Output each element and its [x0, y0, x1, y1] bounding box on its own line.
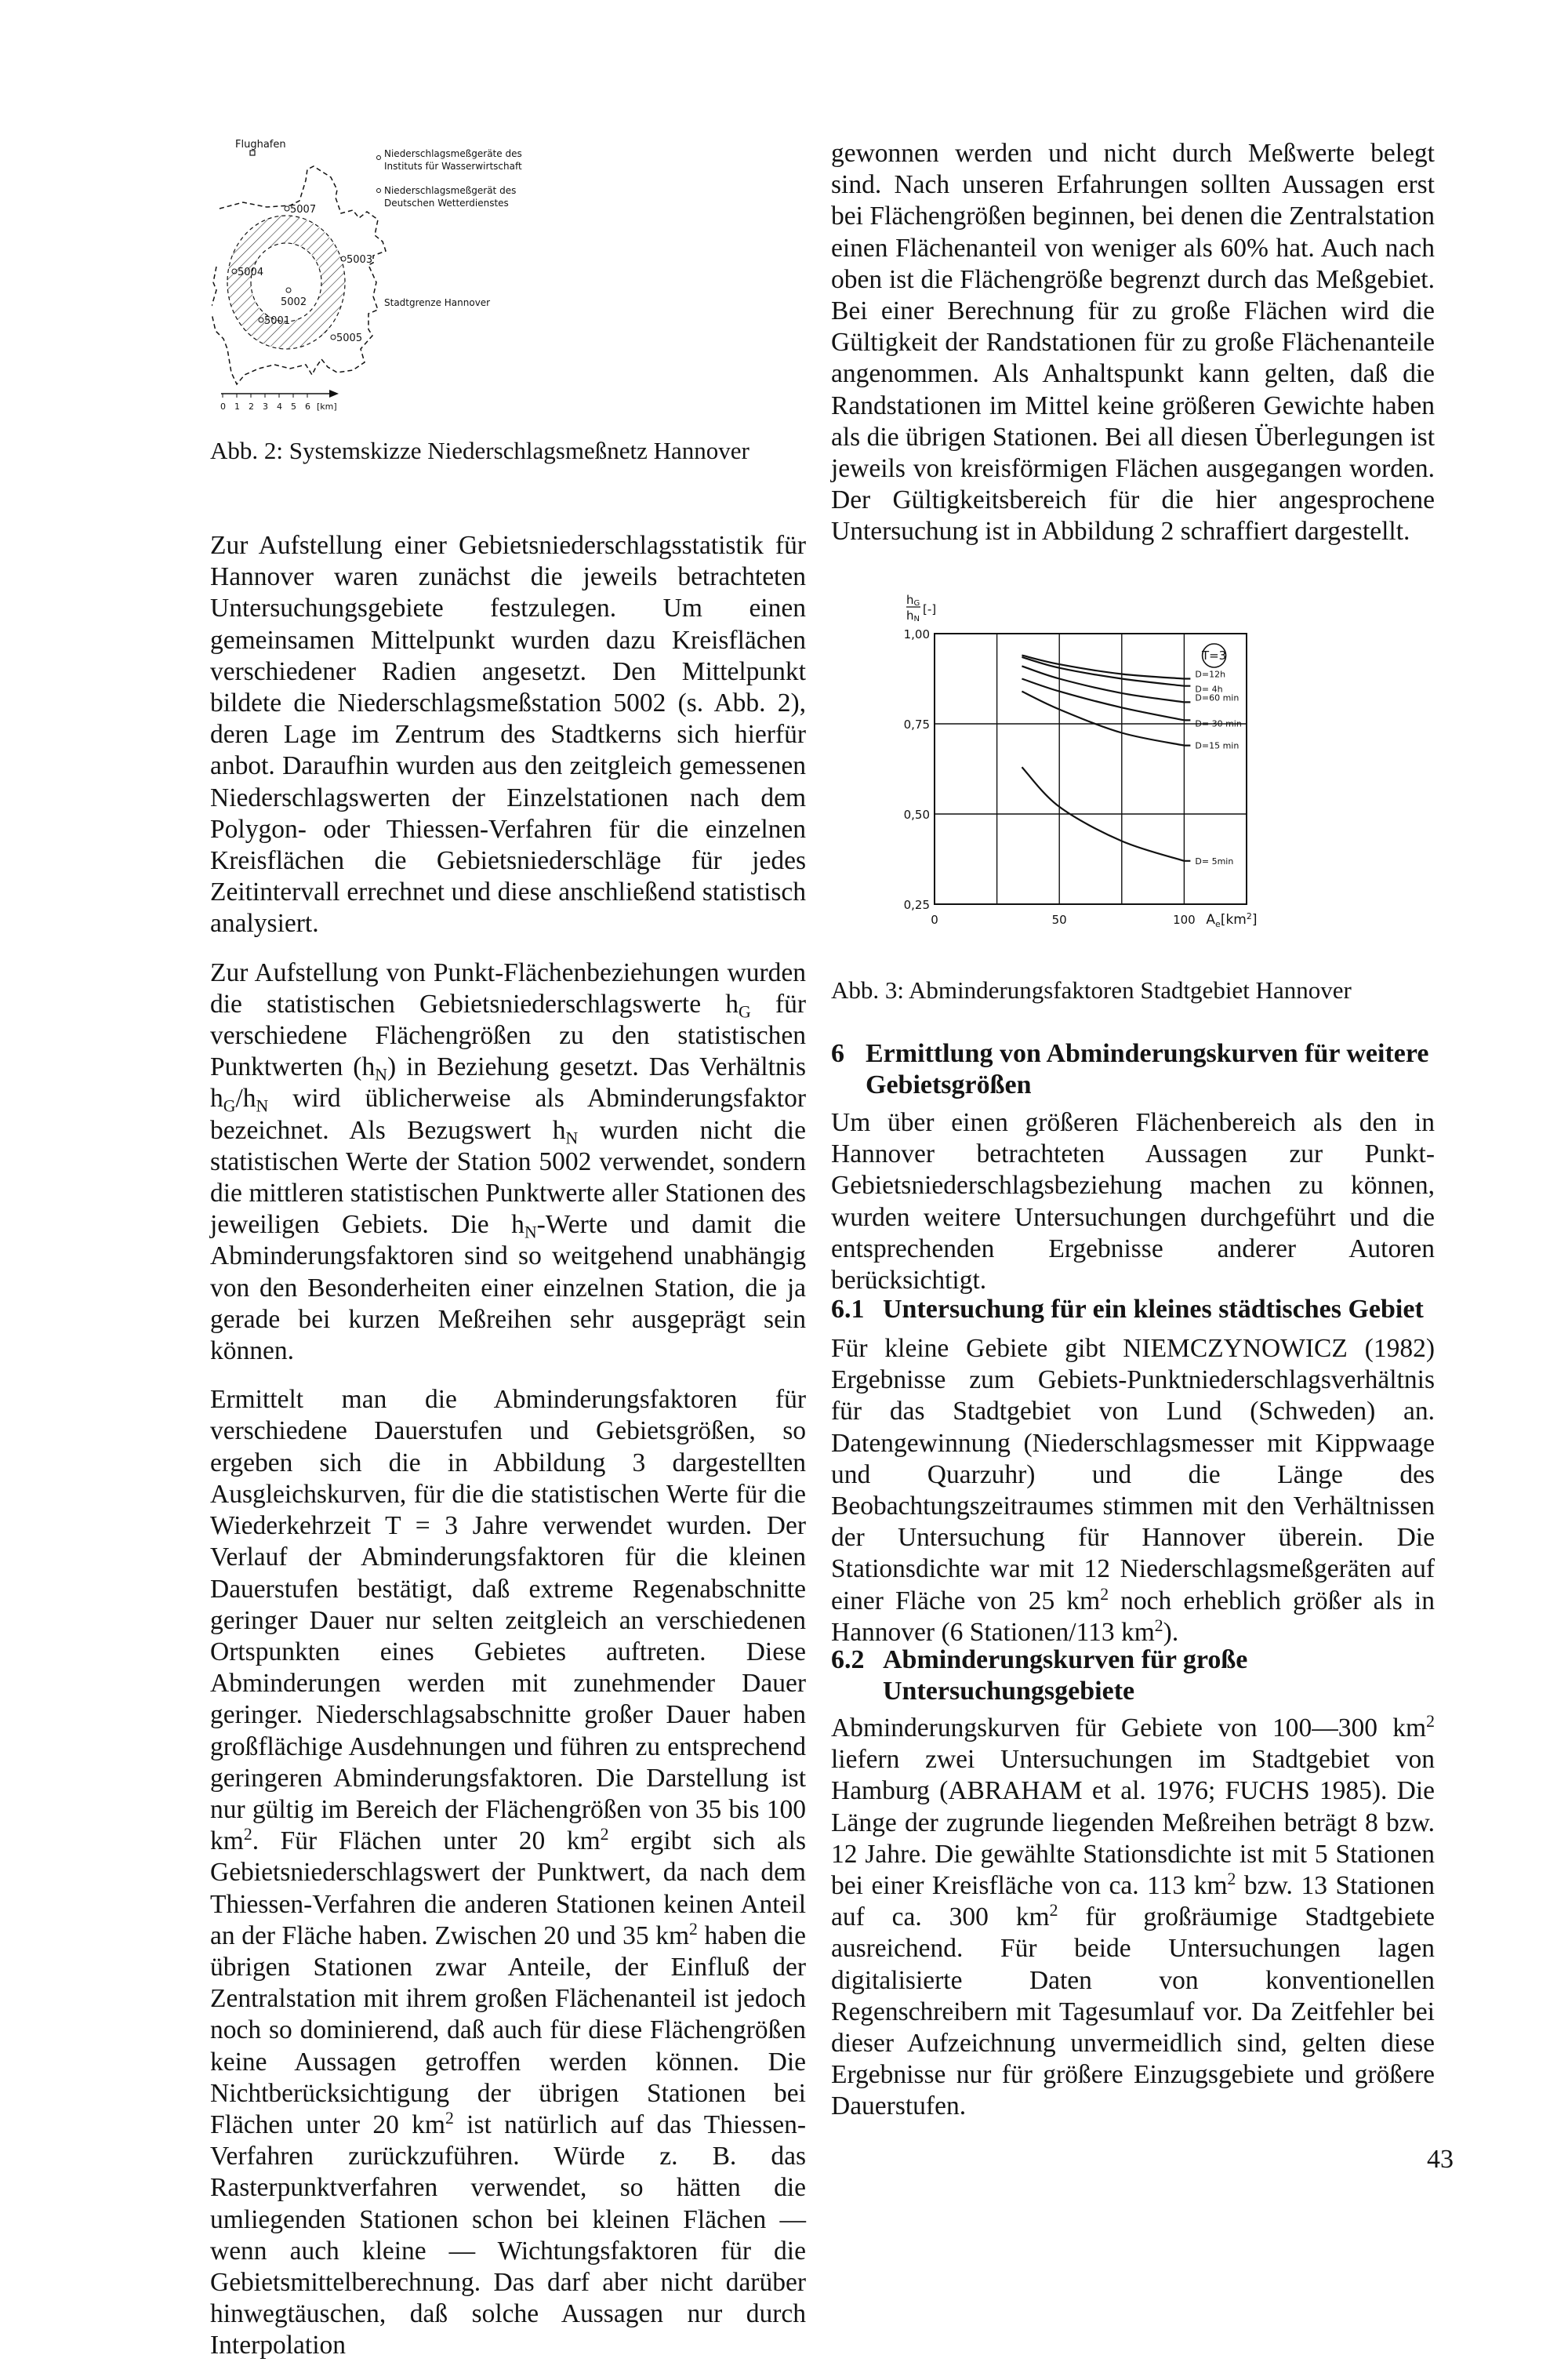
y-tick-label: 0,75 — [903, 718, 930, 732]
svg-text:5005: 5005 — [336, 332, 363, 344]
scale-unit: [km] — [317, 402, 337, 412]
x-axis-ticks — [931, 913, 1195, 927]
scale-tick-label: 3 — [263, 402, 268, 412]
section-6-heading: 6 Ermittlung von Abminderungskurven für weitere Gebietsgrößen — [831, 1039, 1429, 1099]
section-6-2-body — [831, 1713, 1435, 2123]
figure-3-chart — [862, 588, 1348, 980]
x-tick-label: 0 — [931, 913, 938, 927]
scale-bar — [220, 390, 339, 412]
svg-text:Ae[km2]: $A_e[km^2]$ — [1206, 911, 1258, 929]
right-column-top — [831, 138, 1435, 548]
svg-text:[-]: [-] — [923, 602, 937, 616]
paragraph: Für kleine Gebiete gibt NIEMCZYNOWICZ (1982) Ergebnisse zum Gebiets-Punktniederschlagsverhältnis für das Stadtgebiet von Lund (Schweden) an. Datengewinnung (Niederschlagsmesser mit Kippwaage und Quarzuhr) und die Länge des Beobachtungszeitraumes stimmen mit den Verhältnissen der Untersuchung für Hannover überein. Die Stationsdichte war mit 12 Niederschlagsmeßgeräten auf einer Fläche von 25 $km^2$ noch erheblich größer als in Hannover (6 Stationen/113 $km^2$). — [831, 1334, 1435, 1647]
return-period-annotation — [1201, 644, 1226, 667]
y-axis-ticks — [904, 627, 930, 912]
legend-item-dwd — [377, 185, 517, 209]
svg-text:T=3: T=3 — [1201, 649, 1227, 663]
paragraph: Ermittelt man die Abminderungsfaktoren für verschiedene Dauerstufen und Gebietsgrößen, so ergeben sich die in Abbildung 3 dargestellten Ausgleichskurven, für die die statistischen Werte für die Wiederkehrzeit T = 3 Jahre verwendet wurden. Der Verlauf der Abminderungsfaktoren für die kleinen Dauerstufen bestätigt, daß extreme Regenabschnitte geringer Dauer nur selten zeitgleich an verschiedenen Ortspunkten eines Gebietes auftreten. Diese Abminderungen werden mit zunehmender Dauer geringer. Niederschlagsabschnitte großer Dauer haben großflächige Ausdehnungen und führen zu entsprechend geringeren Abminderungsfaktoren. Die Darstellung ist nur gültig im Bereich der Flächengrößen von 35 bis 100 $km^2$. Für Flächen unter 20 $km^2$ ergibt sich als Gebietsniederschlagswert der Punktwert, da nach dem Thiessen-Verfahren die anderen Stationen keinen Anteil an der Fläche haben. Zwischen 20 und 35 $km^2$ haben die übrigen Stationen zwar Anteile, der Einfluß der Zentralstation mit ihrem großen Flächenanteil ist jedoch noch so dominierend, daß auch für diese Flächengrößen keine Aussagen getroffen werden können. Die Nichtberücksichtigung der übrigen Stationen bei Flächen unter 20 $km^2$ ist natürlich auf das Thiessen-Verfahren zurückzuführen. Würde z. B. das Rasterpunktverfahren verwendet, so hätten die umliegenden Stationen schon bei kleinen Flächen — wenn auch kleine — Wichtungsfaktoren für die Gebietsmittelberechnung. Das darf aber nicht darüber hinwegtäuschen, daß solche Aussagen nur durch Interpolation — [210, 1385, 807, 2360]
series-label: D= 4h — [1195, 684, 1223, 695]
svg-text:5001: 5001 — [264, 315, 291, 327]
legend-item-iww — [377, 148, 522, 172]
paragraph: gewonnen werden und nicht durch Meßwerte belegt sind. Nach unseren Erfahrungen sollten Aussagen erst bei Flächengrößen beginnen, bei denen die Zentralstation einen Flächenanteil von weniger als 60% hat. Auch nach oben ist die Flächengröße begrenzt durch das Meßgebiet. Bei einer Berechnung für zu große Flächen wird die Gültigkeit der Randstationen für zu große Flächenanteile angenommen. Als Anhaltspunkt kann gelten, daß die Randstationen im Mittel keine größeren Gewichte haben als die übrigen Stationen. Bei all diesen Überlegungen ist jeweils von kreisförmigen Flächen ausgegangen worden. Der Gültigkeitsbereich für die hier angesprochene Untersuchung ist in Abbildung 2 schraffiert dargestellt. — [831, 139, 1435, 547]
airport-label: Flughafen — [235, 139, 286, 151]
scale-tick-label: 0 — [220, 402, 226, 412]
series-label: D=60 min — [1195, 692, 1240, 703]
chart-series — [1022, 656, 1190, 861]
section-6-body — [831, 1107, 1435, 1296]
validity-area-hatched — [227, 216, 345, 349]
svg-text:hG: hG — [906, 593, 920, 608]
figure-3-caption-text: Abminderungsfaktoren Stadtgebiet Hannover — [909, 976, 1352, 1004]
svg-text:Niederschlagsmeßgeräte des: Niederschlagsmeßgeräte des — [384, 148, 522, 159]
svg-text:5007: 5007 — [290, 204, 317, 216]
y-tick-label: 0,25 — [903, 898, 930, 912]
series-label: D=15 min — [1195, 740, 1240, 751]
section-6-2-heading: 6.2 Abminderungskurven für große Untersuchungsgebiete — [831, 1645, 1248, 1706]
paragraph: Um über einen größeren Flächenbereich als den in Hannover betrachteten Aussagen zur Punkt-Gebietsniederschlagsbeziehung machen zu können, wurden weitere Untersuchungen durchgeführt und die entsprechenden Ergebnisse anderer Autoren berücksichtigt. — [831, 1108, 1435, 1295]
svg-text:hN: hN — [906, 609, 920, 623]
x-tick-label: 50 — [1051, 913, 1067, 927]
scale-tick-label: 1 — [234, 402, 240, 412]
series-label: D= 30 min — [1195, 718, 1242, 729]
svg-text:Niederschlagsmeßgerät des: Niederschlagsmeßgerät des — [384, 185, 517, 196]
scale-tick-label: 4 — [277, 402, 282, 412]
y-axis-label — [906, 593, 936, 623]
series-label: D=12h — [1195, 669, 1226, 680]
x-axis-label — [1206, 911, 1257, 929]
figure-2-map — [212, 125, 776, 423]
paragraph: Zur Aufstellung von Punkt-Flächenbeziehungen wurden die statistischen Gebietsniederschlagswerte $h_G$ für verschiedene Flächengrößen zu den statistischen Punktwerten $(h_N)$ in Beziehung gesetzt. Das Verhältnis $h_G/h_N$ wird üblicherweise als Abminderungsfaktor bezeichnet. Als Bezugswert $h_N$ wurden nicht die statistischen Werte der Station 5002 verwendet, sondern die mittleren statistischen Punktwerte aller Stationen des jeweiligen Gebiets. Die $h_N$-Werte und damit die Abminderungsfaktoren sind so weitgehend unabhängig von den Besonderheiten einer einzelnen Station, die ja gerade bei kurzen Meßreihen sehr ausgeprägt sein können. — [210, 958, 806, 1366]
page-number: 43 — [1427, 2145, 1454, 2174]
svg-text:5004: 5004 — [238, 267, 264, 278]
figure-2-caption-text: Systemskizze Niederschlagsmeßnetz Hannover — [289, 437, 750, 464]
scale-tick-label: 5 — [291, 402, 296, 412]
station-5003 — [341, 254, 372, 266]
left-column — [210, 530, 806, 2362]
circle-icon — [377, 156, 381, 160]
paragraph: Zur Aufstellung einer Gebietsniederschlagsstatistik für Hannover waren zunächst die jeweils betrachteten Untersuchungsgebiete festzulegen. Um einen gemeinsamen Mittelpunkt wurden dazu Kreisflächen verschiedener Radien angesetzt. Den Mittelpunkt bildete die Niederschlagsmeßstation 5002 (s. Abb. 2), deren Lage im Zentrum des Stadtkerns sich hierfür anbot. Daraufhin wurden aus den zeitgleich gemessenen Niederschlagswerten der Einzelstationen nach dem Polygon- oder Thiessen-Verfahren für die einzelnen Kreisflächen die Gebietsniederschläge für jedes Zeitintervall errechnet und diese anschließend statistisch analysiert. — [210, 531, 806, 939]
series-labels — [1195, 670, 1241, 867]
figure-3-caption — [831, 976, 1352, 1005]
figure-3-caption-prefix: Abb. 3: — [831, 976, 904, 1004]
paragraph: Abminderungskurven für Gebiete von 100—300 $km^2$ liefern zwei Untersuchungen im Stadtgebiet von Hamburg (ABRAHAM et al. 1976; FUCHS 1985). Die Länge der zugrunde liegenden Meßreihen beträgt 8 bzw. 12 Jahre. Die gewählte Stationsdichte ist mit 5 Stationen bei einer Kreisfläche von ca. 113 $km^2$ bzw. 13 Stationen auf ca. 300 $km^2$ für großräumige Stadtgebiete ausreichend. Für beide Untersuchungen lagen digitalisierte Daten von konventionellen Regenschreibern mit Tagesumlauf vor. Da Zeitfehler bei dieser Aufzeichnung unvermeidlich sind, gelten diese Ergebnisse nur für größere Einzugsgebiete und größere Dauerstufen. — [831, 1712, 1435, 2121]
station-5005 — [331, 332, 362, 344]
svg-text:5003: 5003 — [347, 254, 373, 266]
y-tick-label: 1,00 — [903, 627, 930, 641]
svg-text:Instituts für Wasserwirtschaft: Instituts für Wasserwirtschaft — [384, 161, 522, 172]
figure-2-caption-prefix: Abb. 2: — [210, 437, 283, 464]
y-tick-label: 0,50 — [903, 808, 930, 822]
section-6-1-heading: 6.1 Untersuchung für ein kleines städtisches Gebiet — [831, 1295, 1424, 1324]
svg-text:5002: 5002 — [281, 296, 307, 308]
city-boundary-label: Stadtgrenze Hannover — [384, 297, 491, 308]
airport-icon — [250, 151, 255, 155]
scale-tick-label: 6 — [305, 402, 310, 412]
station-5002 — [281, 288, 307, 308]
section-6-1-body — [831, 1333, 1435, 1648]
series-label: D= 5min — [1195, 856, 1234, 867]
figure-2-caption — [210, 436, 750, 466]
circle-icon — [377, 189, 381, 193]
svg-text:Deutschen Wetterdienstes: Deutschen Wetterdienstes — [384, 198, 509, 209]
scale-tick-label: 2 — [249, 402, 254, 412]
x-tick-label: 100 — [1173, 913, 1196, 927]
